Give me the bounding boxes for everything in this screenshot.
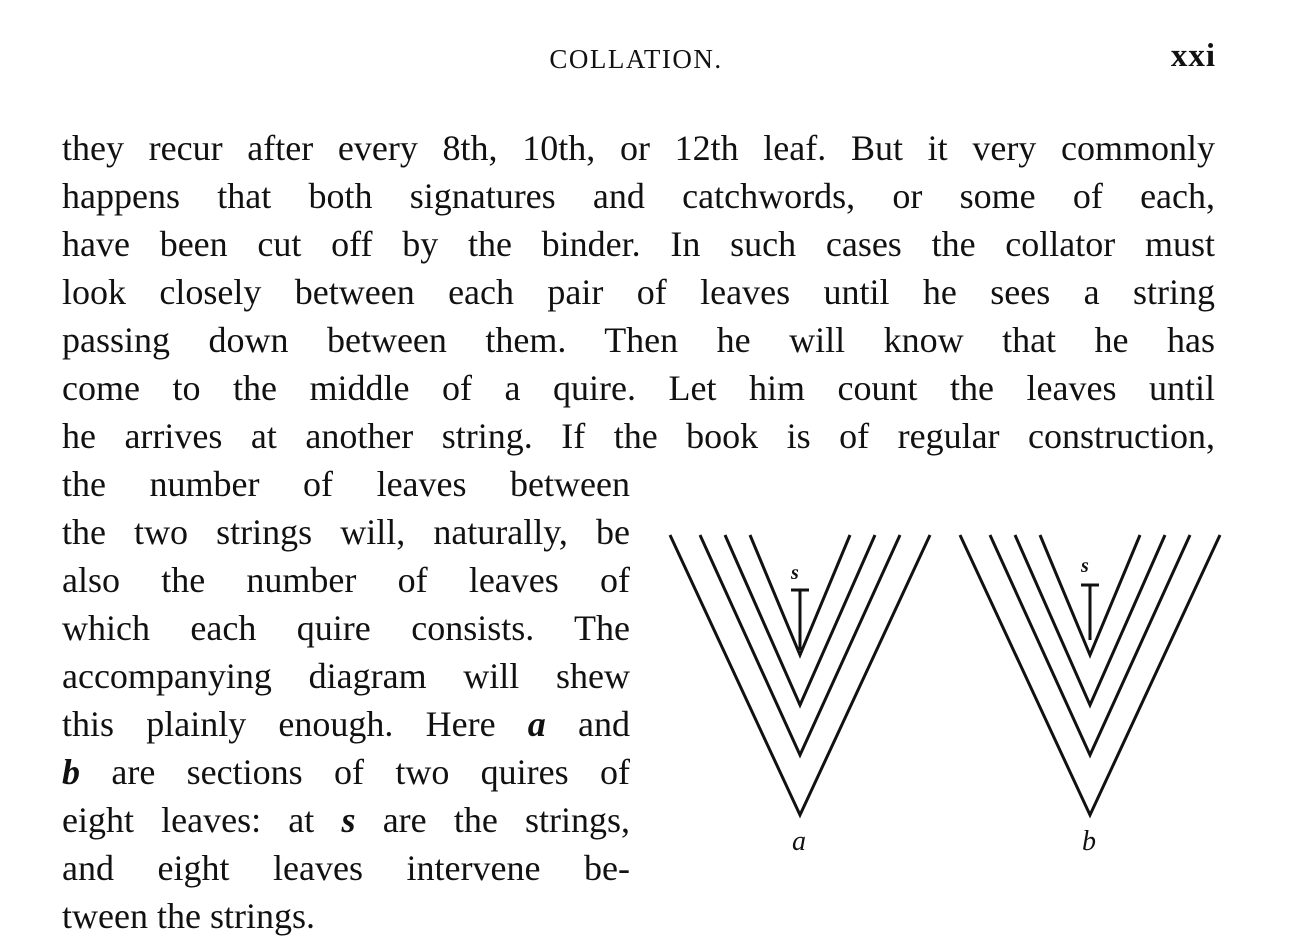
running-title: COLLATION. [549, 44, 723, 74]
text-fragment: this plainly enough. Here [62, 704, 528, 744]
leaf-line [990, 535, 1190, 755]
text-line: they recur after every 8th, 10th, or 12th leaf. But it very commonly [62, 128, 1215, 168]
narrow-column-paragraph [62, 460, 630, 940]
leaf-line [960, 535, 1220, 815]
text-line: happens that both signatures and catchwords, or some of each, [62, 176, 1215, 216]
quire-label-b: b [1082, 826, 1096, 857]
text-line [62, 748, 630, 796]
text-line: have been cut off by the binder. In such cases the collator must [62, 224, 1215, 264]
string-marker [1081, 585, 1099, 640]
quire-label-a: a [792, 826, 806, 857]
text-line: passing down between them. Then he will know that he has [62, 320, 1215, 360]
text-fragment: eight leaves: at [62, 800, 342, 840]
quire-a-leaves [670, 535, 930, 815]
text-line: tween the strings. [62, 896, 315, 936]
text-line: the two strings will, naturally, be [62, 512, 630, 552]
text-fragment: are the strings, [355, 800, 630, 840]
text-fragment: are sections of two quires of [80, 752, 630, 792]
string-label-s: s [1081, 555, 1089, 577]
text-line: also the number of leaves of [62, 560, 630, 600]
text-line: and eight leaves intervene be- [62, 848, 630, 888]
figure-ref-a: a [527, 704, 546, 744]
quire-diagram-b [940, 515, 1240, 865]
text-line: which each quire consists. The [62, 608, 630, 648]
quire-a-svg [650, 515, 950, 865]
text-line [62, 700, 630, 748]
leaf-line [670, 535, 930, 815]
text-fragment: and [545, 704, 630, 744]
running-head [0, 38, 1292, 82]
figure-ref-b: b [62, 752, 80, 792]
quire-b-leaves [960, 535, 1220, 815]
text-line: come to the middle of a quire. Let him count the leaves until [62, 368, 1215, 408]
quire-diagram-a [650, 515, 950, 865]
full-width-paragraph [62, 124, 1215, 460]
text-line: look closely between each pair of leaves until he sees a string [62, 272, 1215, 312]
text-line [62, 796, 630, 844]
string-label-s: s [791, 562, 799, 584]
page-number: xxi [1170, 38, 1216, 74]
text-line: accompanying diagram will shew [62, 656, 630, 696]
quire-b-svg [940, 515, 1240, 865]
figure-ref-s: s [341, 800, 356, 840]
text-line: the number of leaves between [62, 464, 630, 504]
text-line: he arrives at another string. If the book is of regular construction, [62, 416, 1215, 456]
